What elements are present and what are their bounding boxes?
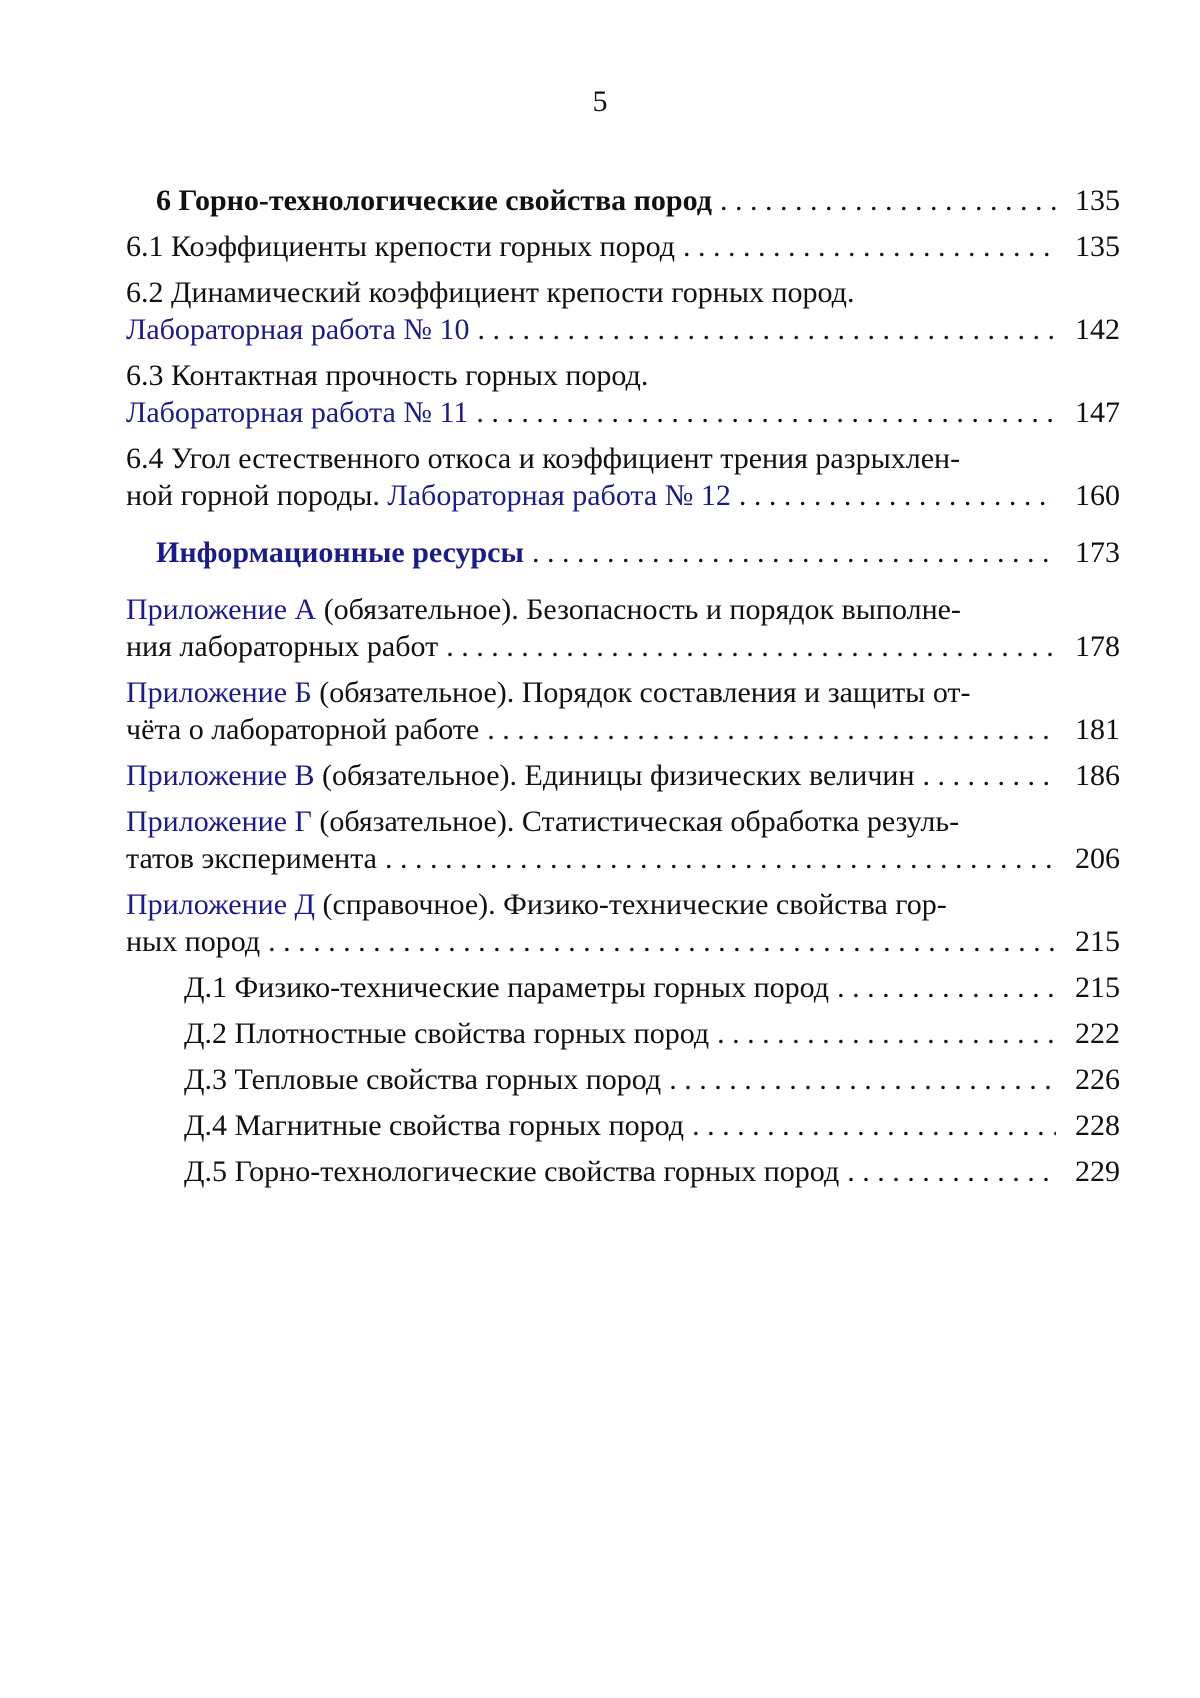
dot-leader (923, 757, 1056, 794)
dot-leader (739, 477, 1056, 514)
toc-link-text[interactable]: Лабораторная работа № 12 (387, 479, 731, 512)
toc-title-text: Д.5 Горно-технологические свойства горных пород (184, 1155, 840, 1188)
toc-title-text: 6.2 Динамический коэффициент крепости горных пород. (126, 276, 855, 309)
dot-leader (268, 923, 1056, 960)
toc-entry-last-line (126, 477, 1120, 514)
toc-title-text: ния лабораторных работ (126, 630, 439, 663)
toc-page-number: 215 (1075, 971, 1120, 1004)
toc-entry-text (126, 591, 961, 628)
toc-title-text: 6 Горно-технологические свойства пород (156, 184, 712, 217)
toc-entry-text (126, 440, 960, 477)
toc-entry-chapter-6[interactable] (126, 182, 1120, 219)
table-of-contents (126, 182, 1120, 1190)
toc-title-text: 6.4 Угол естественного откоса и коэффициент трения разрыхлен- (126, 442, 961, 475)
toc-entry-text (156, 534, 524, 571)
toc-entry-last-line (184, 1015, 1120, 1052)
toc-entry-line (126, 440, 1120, 477)
toc-title-text: Д.1 Физико-технические параметры горных пород (184, 971, 830, 1004)
toc-title-text: 6.1 Коэффициенты крепости горных пород (126, 230, 675, 263)
toc-page-number: 181 (1075, 713, 1120, 746)
toc-title-text: чёта о лабораторной работе (126, 713, 480, 746)
toc-entry-last-line (126, 628, 1120, 665)
toc-entry-text (126, 757, 915, 794)
dot-leader (532, 534, 1056, 571)
toc-title-text: (обязательное). Безопасность и порядок выполне- (316, 593, 961, 626)
toc-entry-last-line (156, 534, 1120, 571)
dot-leader (837, 969, 1056, 1006)
toc-link-text[interactable]: Приложение Г (126, 805, 312, 838)
toc-entry-last-line (184, 1153, 1120, 1190)
toc-entry-text (126, 477, 731, 514)
toc-entry-d-5[interactable] (126, 1153, 1120, 1190)
toc-entry-text (126, 394, 468, 431)
toc-entry-appendix-d[interactable] (126, 886, 1120, 960)
toc-entry-last-line (184, 969, 1120, 1006)
toc-entry-text (126, 228, 675, 265)
toc-link-text[interactable]: Приложение А (126, 593, 317, 626)
toc-page-number: 178 (1075, 630, 1120, 663)
toc-link-text[interactable]: Лабораторная работа № 10 (126, 313, 470, 346)
dot-leader (720, 182, 1056, 219)
toc-entry-line (126, 274, 1120, 311)
toc-entry-text (126, 311, 469, 348)
toc-entry-appendix-v[interactable] (126, 757, 1120, 794)
toc-entry-d-4[interactable] (126, 1107, 1120, 1144)
dot-leader (847, 1153, 1056, 1190)
toc-entry-appendix-a[interactable] (126, 591, 1120, 665)
toc-entry-last-line (126, 757, 1120, 794)
toc-entry-last-line (126, 923, 1120, 960)
toc-entry-d-2[interactable] (126, 1015, 1120, 1052)
dot-leader (477, 311, 1056, 348)
toc-title-text: ной горной породы. (126, 479, 388, 512)
dot-leader (476, 394, 1056, 431)
page-number: 5 (592, 85, 608, 118)
toc-entry-text (126, 674, 971, 711)
dot-leader (487, 711, 1056, 748)
toc-page-number: 206 (1075, 842, 1120, 875)
toc-link-text[interactable]: Приложение Д (126, 888, 315, 921)
toc-entry-6-4[interactable] (126, 440, 1120, 514)
toc-entry-6-1[interactable] (126, 228, 1120, 265)
toc-entry-line (126, 357, 1120, 394)
toc-page-number: 186 (1075, 759, 1120, 792)
toc-entry-text (126, 840, 377, 877)
dot-leader (446, 628, 1056, 665)
toc-entry-text (126, 923, 260, 960)
toc-entry-6-3[interactable] (126, 357, 1120, 431)
toc-entry-text (184, 1107, 684, 1144)
toc-entry-text (126, 886, 947, 923)
toc-entry-text (126, 628, 438, 665)
toc-page-number: 215 (1075, 925, 1120, 958)
toc-page-number: 135 (1075, 184, 1120, 217)
toc-entry-text (126, 357, 648, 394)
toc-entry-last-line (126, 711, 1120, 748)
toc-entry-last-line (156, 182, 1120, 219)
toc-page-number: 173 (1075, 536, 1120, 569)
toc-title-text: ных пород (126, 925, 261, 958)
toc-title-text: (обязательное). Единицы физических величин (314, 759, 915, 792)
toc-entry-line (126, 674, 1120, 711)
toc-entry-last-line (126, 840, 1120, 877)
toc-page-number: 135 (1075, 230, 1120, 263)
toc-entry-text (184, 969, 829, 1006)
toc-entry-appendix-g[interactable] (126, 803, 1120, 877)
toc-entry-last-line (126, 228, 1120, 265)
toc-entry-line (126, 591, 1120, 628)
toc-link-text[interactable]: Приложение В (126, 759, 315, 792)
toc-title-text: 6.3 Контактная прочность горных пород. (126, 359, 649, 392)
toc-link-text[interactable]: Приложение Б (126, 676, 312, 709)
toc-entry-last-line (126, 311, 1120, 348)
toc-entry-d-3[interactable] (126, 1061, 1120, 1098)
toc-page-number: 160 (1075, 479, 1120, 512)
toc-title-text: Д.3 Тепловые свойства горных пород (184, 1063, 662, 1096)
toc-entry-text (184, 1153, 839, 1190)
toc-page-number: 147 (1075, 396, 1120, 429)
toc-title-text: (справочное). Физико-технические свойства гор- (314, 888, 947, 921)
toc-entry-text (126, 803, 959, 840)
dot-leader (683, 228, 1056, 265)
toc-entry-appendix-b[interactable] (126, 674, 1120, 748)
toc-entry-last-line (126, 394, 1120, 431)
toc-title-text: Д.4 Магнитные свойства горных пород (184, 1109, 685, 1142)
toc-page-number: 142 (1075, 313, 1120, 346)
toc-entry-line (126, 803, 1120, 840)
toc-entry-last-line (184, 1061, 1120, 1098)
toc-page-number: 222 (1075, 1017, 1120, 1050)
toc-title-text: Д.2 Плотностные свойства горных пород (184, 1017, 710, 1050)
toc-entry-6-2[interactable] (126, 274, 1120, 348)
toc-entry-text (156, 182, 712, 219)
toc-entry-d-1[interactable] (126, 969, 1120, 1006)
toc-page-number: 229 (1075, 1155, 1120, 1188)
dot-leader (669, 1061, 1056, 1098)
toc-entry-text (126, 711, 479, 748)
dot-leader (692, 1107, 1056, 1144)
toc-title-text: (обязательное). Статистическая обработка резуль- (311, 805, 960, 838)
toc-entry-text (126, 274, 854, 311)
toc-title-text: татов эксперимента (126, 842, 377, 875)
toc-page-number: 228 (1075, 1109, 1120, 1142)
toc-entry-text (184, 1015, 709, 1052)
dot-leader (717, 1015, 1056, 1052)
toc-entry-info-resources[interactable] (126, 534, 1120, 571)
toc-page-number: 226 (1075, 1063, 1120, 1096)
dot-leader (385, 840, 1056, 877)
toc-entry-text (184, 1061, 661, 1098)
toc-title-text: (обязательное). Порядок составления и защиты от- (311, 676, 971, 709)
toc-entry-line (126, 886, 1120, 923)
toc-link-text[interactable]: Информационные ресурсы (156, 536, 524, 569)
toc-entry-last-line (184, 1107, 1120, 1144)
toc-link-text[interactable]: Лабораторная работа № 11 (126, 396, 469, 429)
